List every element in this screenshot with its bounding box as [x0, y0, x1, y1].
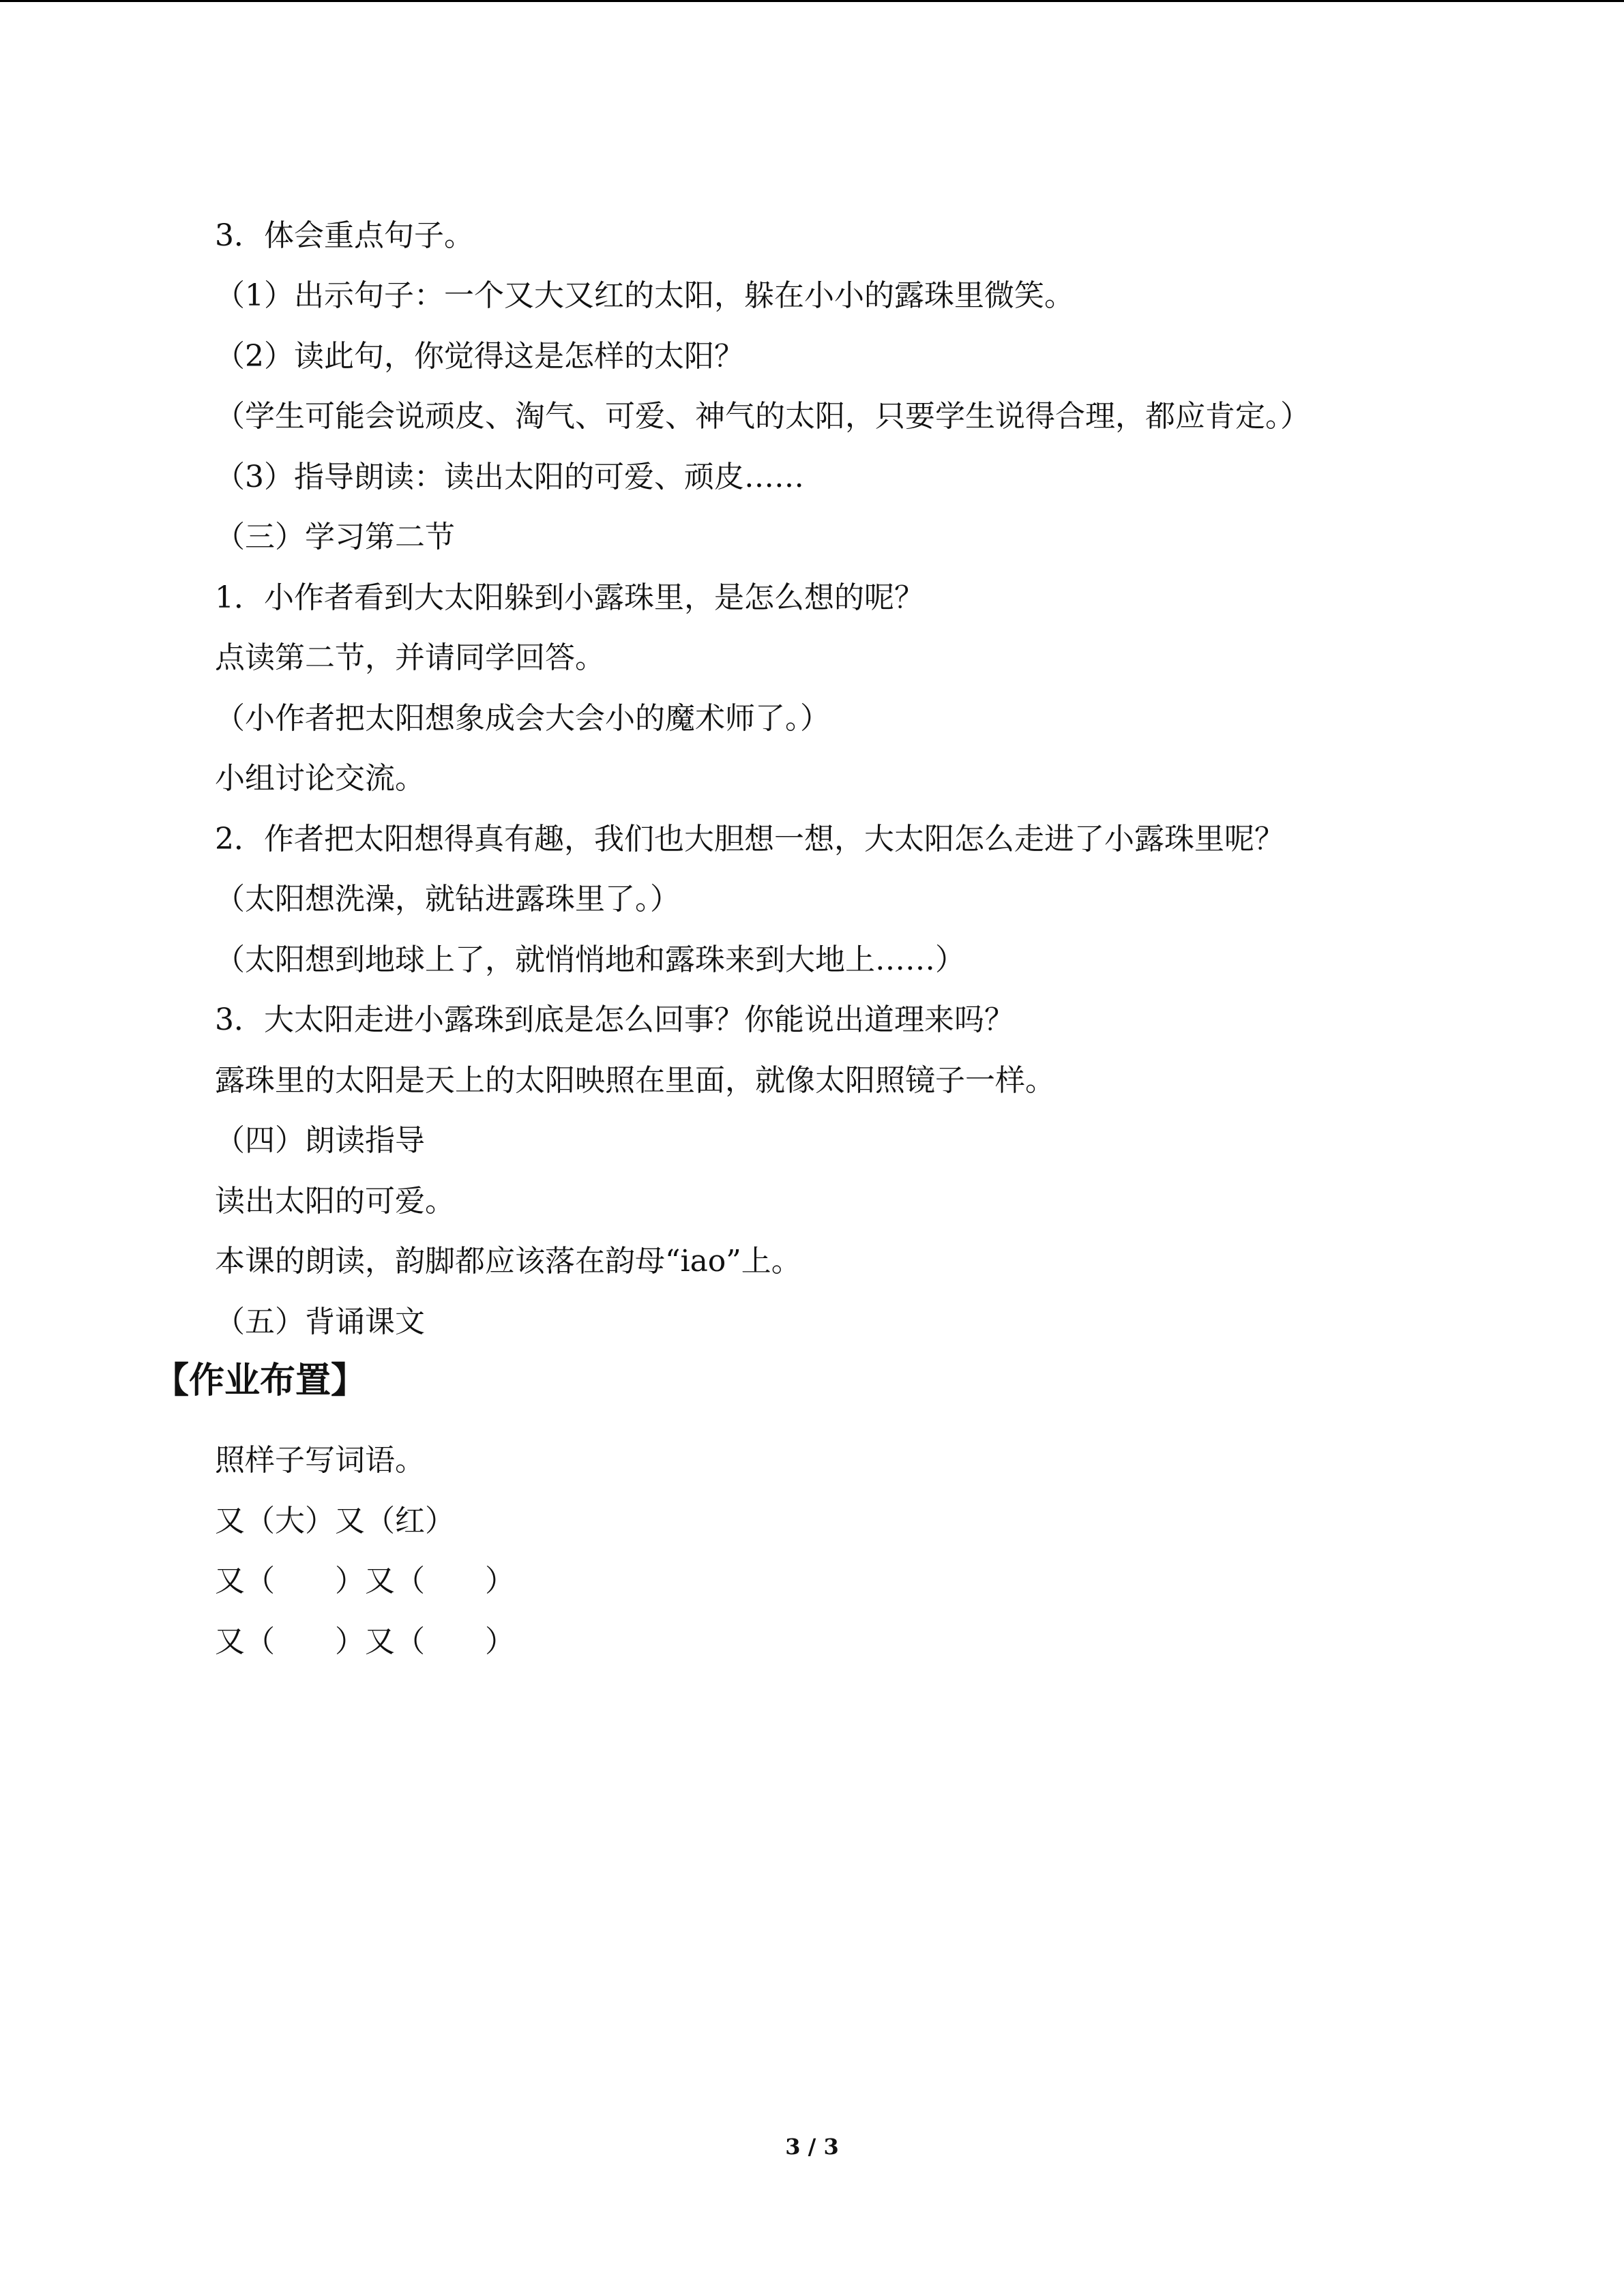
homework-example: 又（大）又（红）: [215, 1504, 455, 1538]
answer-magician: （小作者把太阳想象成会大会小的魔术师了。）: [215, 701, 830, 736]
page-top-border: [0, 0, 1624, 2]
page-number: 3 / 3: [785, 2134, 839, 2160]
read-section-two: 点读第二节，并请同学回答。: [215, 640, 605, 675]
section-5-heading: （五）背诵课文: [215, 1304, 425, 1339]
section-3-heading: （三）学习第二节: [215, 520, 455, 554]
step-3-guided-reading: （3）指导朗读：读出太阳的可爱、顽皮……: [215, 460, 804, 494]
answer-bath: （太阳想洗澡，就钻进露珠里了。）: [215, 882, 680, 916]
read-cuteness: 读出太阳的可爱。: [215, 1184, 455, 1219]
step-2-read-sentence: （2）读此句，你觉得这是怎样的太阳？: [215, 339, 744, 374]
question-3: 3．大太阳走进小露珠到底是怎么回事？你能说出道理来吗？: [215, 1002, 1014, 1037]
student-answer-note: （学生可能会说顽皮、淘气、可爱、神气的太阳，只要学生说得合理，都应肯定。）: [215, 399, 1310, 434]
rhyme-note: 本课的朗读，韵脚都应该落在韵母“iao”上。: [215, 1244, 801, 1279]
homework-blank-1: 又（ ）又（ ）: [215, 1564, 515, 1598]
answer-earth: （太阳想到地球上了，就悄悄地和露珠来到大地上……）: [215, 942, 965, 977]
homework-blank-2: 又（ ）又（ ）: [215, 1624, 515, 1659]
homework-heading: 【作业布置】: [153, 1360, 367, 1401]
point-3-heading: 3．体会重点句子。: [215, 218, 474, 253]
section-4-heading: （四）朗读指导: [215, 1123, 425, 1158]
reflection-explanation: 露珠里的太阳是天上的太阳映照在里面，就像太阳照镜子一样。: [215, 1063, 1055, 1098]
step-1-show-sentence: （1）出示句子：一个又大又红的太阳，躲在小小的露珠里微笑。: [215, 278, 1074, 313]
group-discussion: 小组讨论交流。: [215, 761, 425, 796]
homework-instruction: 照样子写词语。: [215, 1443, 425, 1478]
question-1: 1．小作者看到大太阳躲到小露珠里，是怎么想的呢？: [215, 580, 924, 615]
question-2: 2．作者把太阳想得真有趣，我们也大胆想一想，大太阳怎么走进了小露珠里呢？: [215, 822, 1284, 856]
